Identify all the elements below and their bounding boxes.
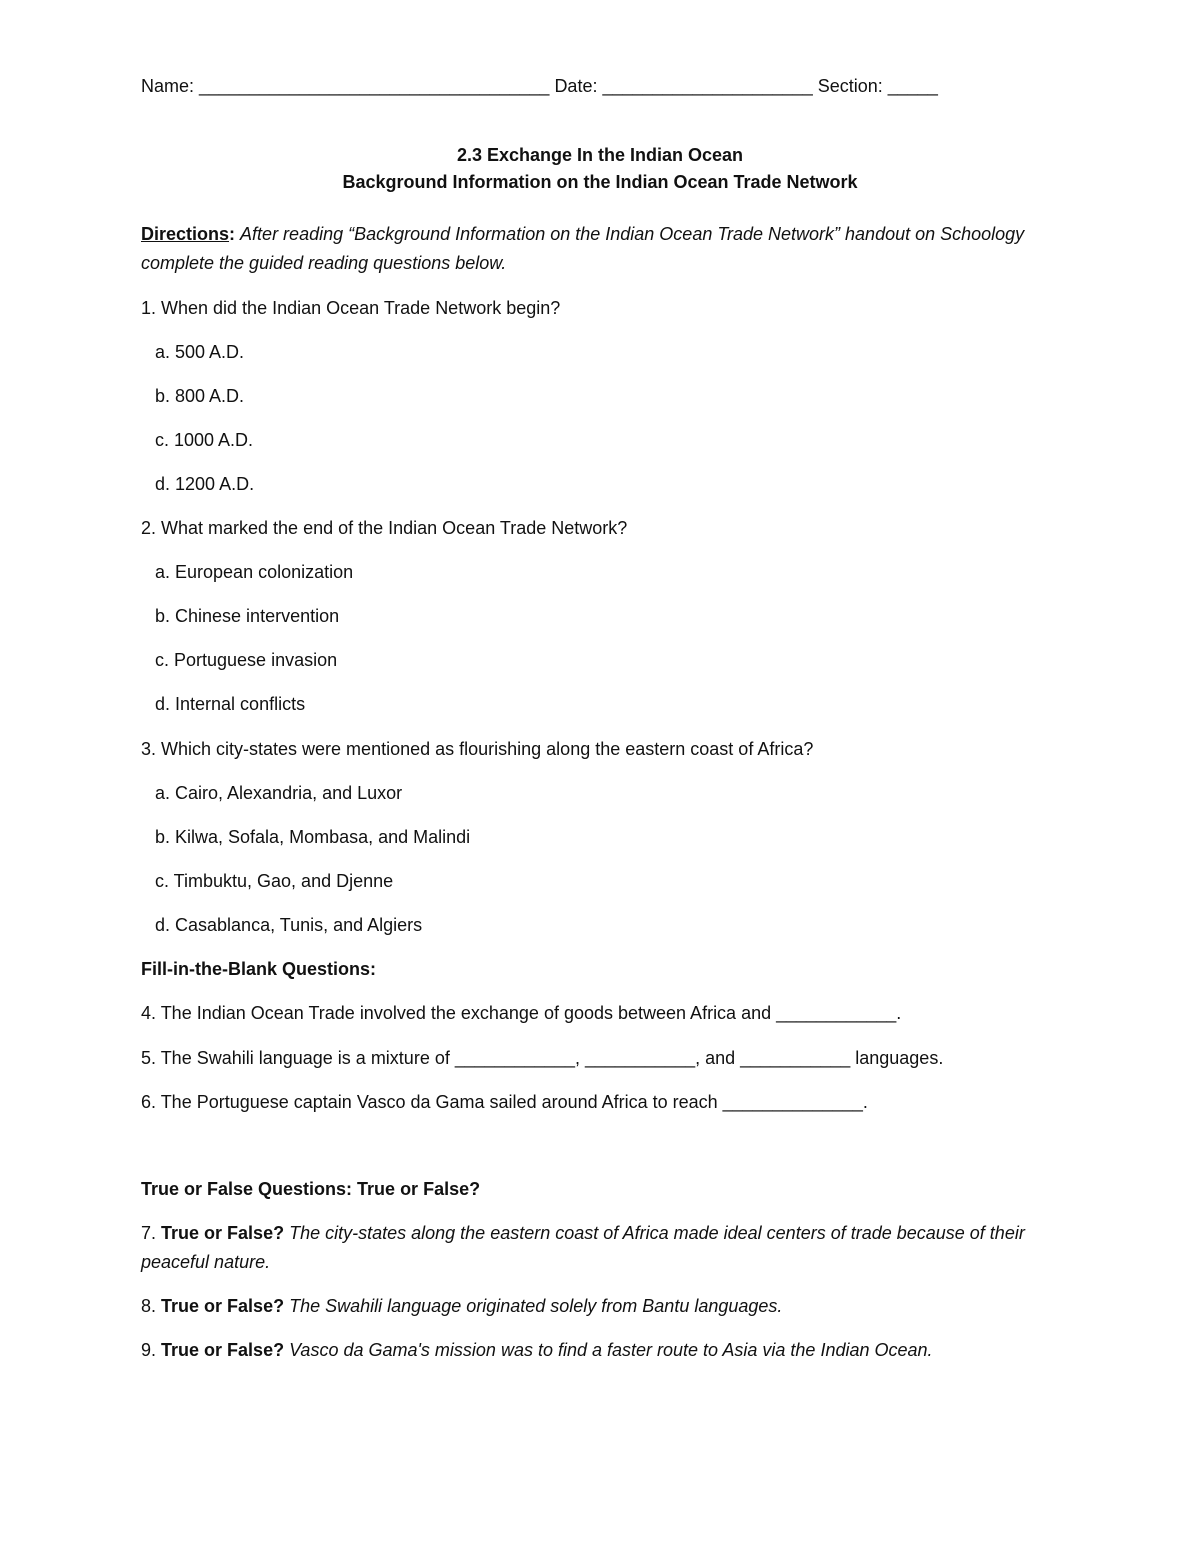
question-2-option-c: c. Portuguese invasion [155, 650, 338, 670]
worksheet-subtitle: Background Information on the Indian Ocean Trade Network [342, 172, 858, 192]
question-2-option-d: d. Internal conflicts [155, 694, 306, 714]
question-1: 1. When did the Indian Ocean Trade Network begin? [141, 298, 561, 318]
date-blank: _____________________ [602, 76, 813, 96]
section-label: Section: [817, 76, 883, 96]
question-7-label: True or False? [161, 1223, 285, 1243]
question-8-number: 8. [141, 1296, 157, 1316]
question-3-option-d: d. Casablanca, Tunis, and Algiers [155, 915, 423, 935]
question-3-option-b: b. Kilwa, Sofala, Mombasa, and Malindi [155, 827, 471, 847]
question-3-option-a: a. Cairo, Alexandria, and Luxor [155, 783, 403, 803]
fill-in-heading: Fill-in-the-Blank Questions: [141, 959, 377, 979]
true-false-question-7 [141, 1219, 1061, 1277]
fill-in-question-6: 6. The Portuguese captain Vasco da Gama sailed around Africa to reach ______________. [141, 1092, 868, 1112]
question-3: 3. Which city-states were mentioned as flourishing along the eastern coast of Africa? [141, 739, 814, 759]
header-line [141, 74, 938, 98]
question-9-statement: Vasco da Gama's mission was to find a faster route to Asia via the Indian Ocean. [289, 1340, 933, 1360]
question-1-option-d: d. 1200 A.D. [155, 474, 255, 494]
question-8-statement: The Swahili language originated solely from Bantu languages. [289, 1296, 783, 1316]
worksheet-title: 2.3 Exchange In the Indian Ocean [456, 145, 744, 165]
date-label: Date: [554, 76, 598, 96]
fill-in-question-5: 5. The Swahili language is a mixture of ____________, ___________, and ___________ languages. [141, 1048, 944, 1068]
directions-colon: : [229, 224, 236, 244]
true-false-question-8 [141, 1294, 782, 1318]
question-1-option-b: b. 800 A.D. [155, 386, 245, 406]
true-false-question-9 [141, 1338, 933, 1362]
directions [141, 220, 1061, 278]
question-8-label: True or False? [161, 1296, 285, 1316]
question-7-number: 7. [141, 1223, 157, 1243]
question-7-statement: The city-states along the eastern coast of Africa made ideal centers of trade because of their peaceful nature. [141, 1223, 1025, 1272]
question-1-option-c: c. 1000 A.D. [155, 430, 254, 450]
true-false-heading: True or False Questions: True or False? [141, 1179, 481, 1199]
question-2-option-b: b. Chinese intervention [155, 606, 340, 626]
fill-in-question-4: 4. The Indian Ocean Trade involved the exchange of goods between Africa and ____________. [141, 1003, 902, 1023]
question-3-option-c: c. Timbuktu, Gao, and Djenne [155, 871, 394, 891]
name-label: Name: [141, 76, 195, 96]
question-9-number: 9. [141, 1340, 157, 1360]
question-2-option-a: a. European colonization [155, 562, 354, 582]
section-blank: _____ [887, 76, 938, 96]
directions-label: Directions [141, 224, 230, 244]
question-9-label: True or False? [161, 1340, 285, 1360]
directions-text: After reading “Background Information on the Indian Ocean Trade Network” handout on Schoology complete the guided reading questions below. [141, 224, 1025, 273]
question-1-option-a: a. 500 A.D. [155, 342, 245, 362]
name-blank: ___________________________________ [199, 76, 550, 96]
question-2: 2. What marked the end of the Indian Ocean Trade Network? [141, 518, 628, 538]
